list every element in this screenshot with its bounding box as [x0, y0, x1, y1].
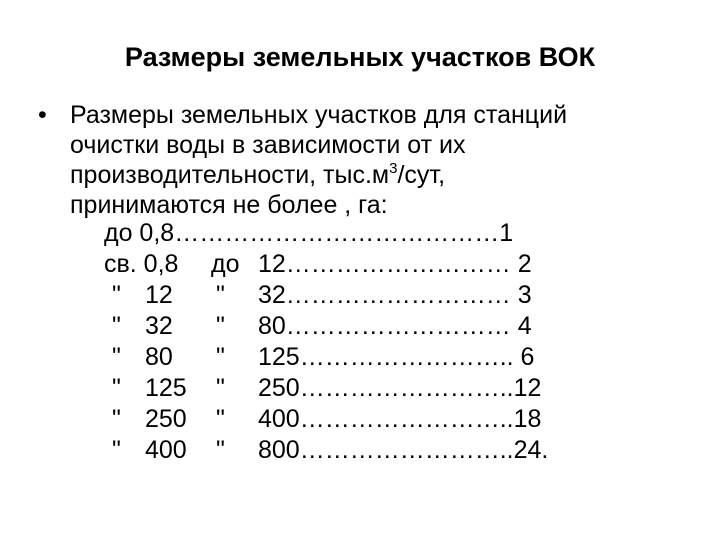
bullet-dot-icon: •	[38, 101, 47, 129]
row-ditto-mark: "	[112, 343, 121, 371]
bullet-text	[70, 100, 670, 220]
row-from: св. 0,8	[104, 250, 179, 278]
row-to-value: 800……………………..24.	[258, 436, 549, 464]
row-ditto-mark: "	[112, 436, 121, 464]
size-row	[0, 342, 720, 373]
row-to-word: до	[211, 250, 240, 278]
row-from: 400	[145, 436, 187, 464]
slide-title: Размеры земельных участков ВОК	[124, 42, 596, 72]
row-ditto-mark: "	[216, 281, 225, 309]
bullet-line-1: Размеры земельных участков для станций	[70, 101, 568, 129]
row-from: 12	[145, 281, 173, 309]
size-row	[0, 280, 720, 311]
row-to-value: 80……………………… 4	[258, 312, 532, 340]
row-to-value: 12……………………… 2	[258, 250, 532, 278]
row-ditto-mark: "	[112, 312, 121, 340]
row-from: 125	[145, 374, 187, 402]
row-ditto-mark: "	[216, 312, 225, 340]
row-ditto-mark: "	[216, 343, 225, 371]
row-ditto-mark: "	[112, 405, 121, 433]
row-ditto-mark: "	[216, 405, 225, 433]
row-from: 250	[145, 405, 187, 433]
size-row	[0, 249, 720, 280]
row-to-value: 32……………………… 3	[258, 281, 532, 309]
bullet-line-3-text: производительности, тыс.м	[70, 161, 390, 189]
bullet-line-3-superscript: 3	[389, 160, 398, 177]
size-row	[0, 435, 720, 466]
size-row	[0, 373, 720, 404]
row-from: 32	[145, 312, 173, 340]
row-ditto-mark: "	[112, 374, 121, 402]
row-text: до 0,8…………………………………1	[104, 219, 514, 247]
size-row	[0, 218, 720, 249]
row-to-value: 250……………………..12	[258, 374, 542, 402]
row-ditto-mark: "	[112, 281, 121, 309]
row-ditto-mark: "	[216, 374, 225, 402]
bullet-line-3-unit: /сут,	[397, 161, 446, 189]
bullet-line-2: очистки воды в зависимости от их	[70, 131, 466, 159]
size-row	[0, 404, 720, 435]
row-ditto-mark: "	[216, 436, 225, 464]
bullet-line-3	[70, 160, 670, 190]
bullet-line-4: принимаются не более , га:	[70, 191, 388, 219]
row-to-value: 125…………………….. 6	[258, 343, 535, 371]
row-from: 80	[145, 343, 173, 371]
size-row	[0, 311, 720, 342]
row-to-value: 400……………………..18	[258, 405, 542, 433]
